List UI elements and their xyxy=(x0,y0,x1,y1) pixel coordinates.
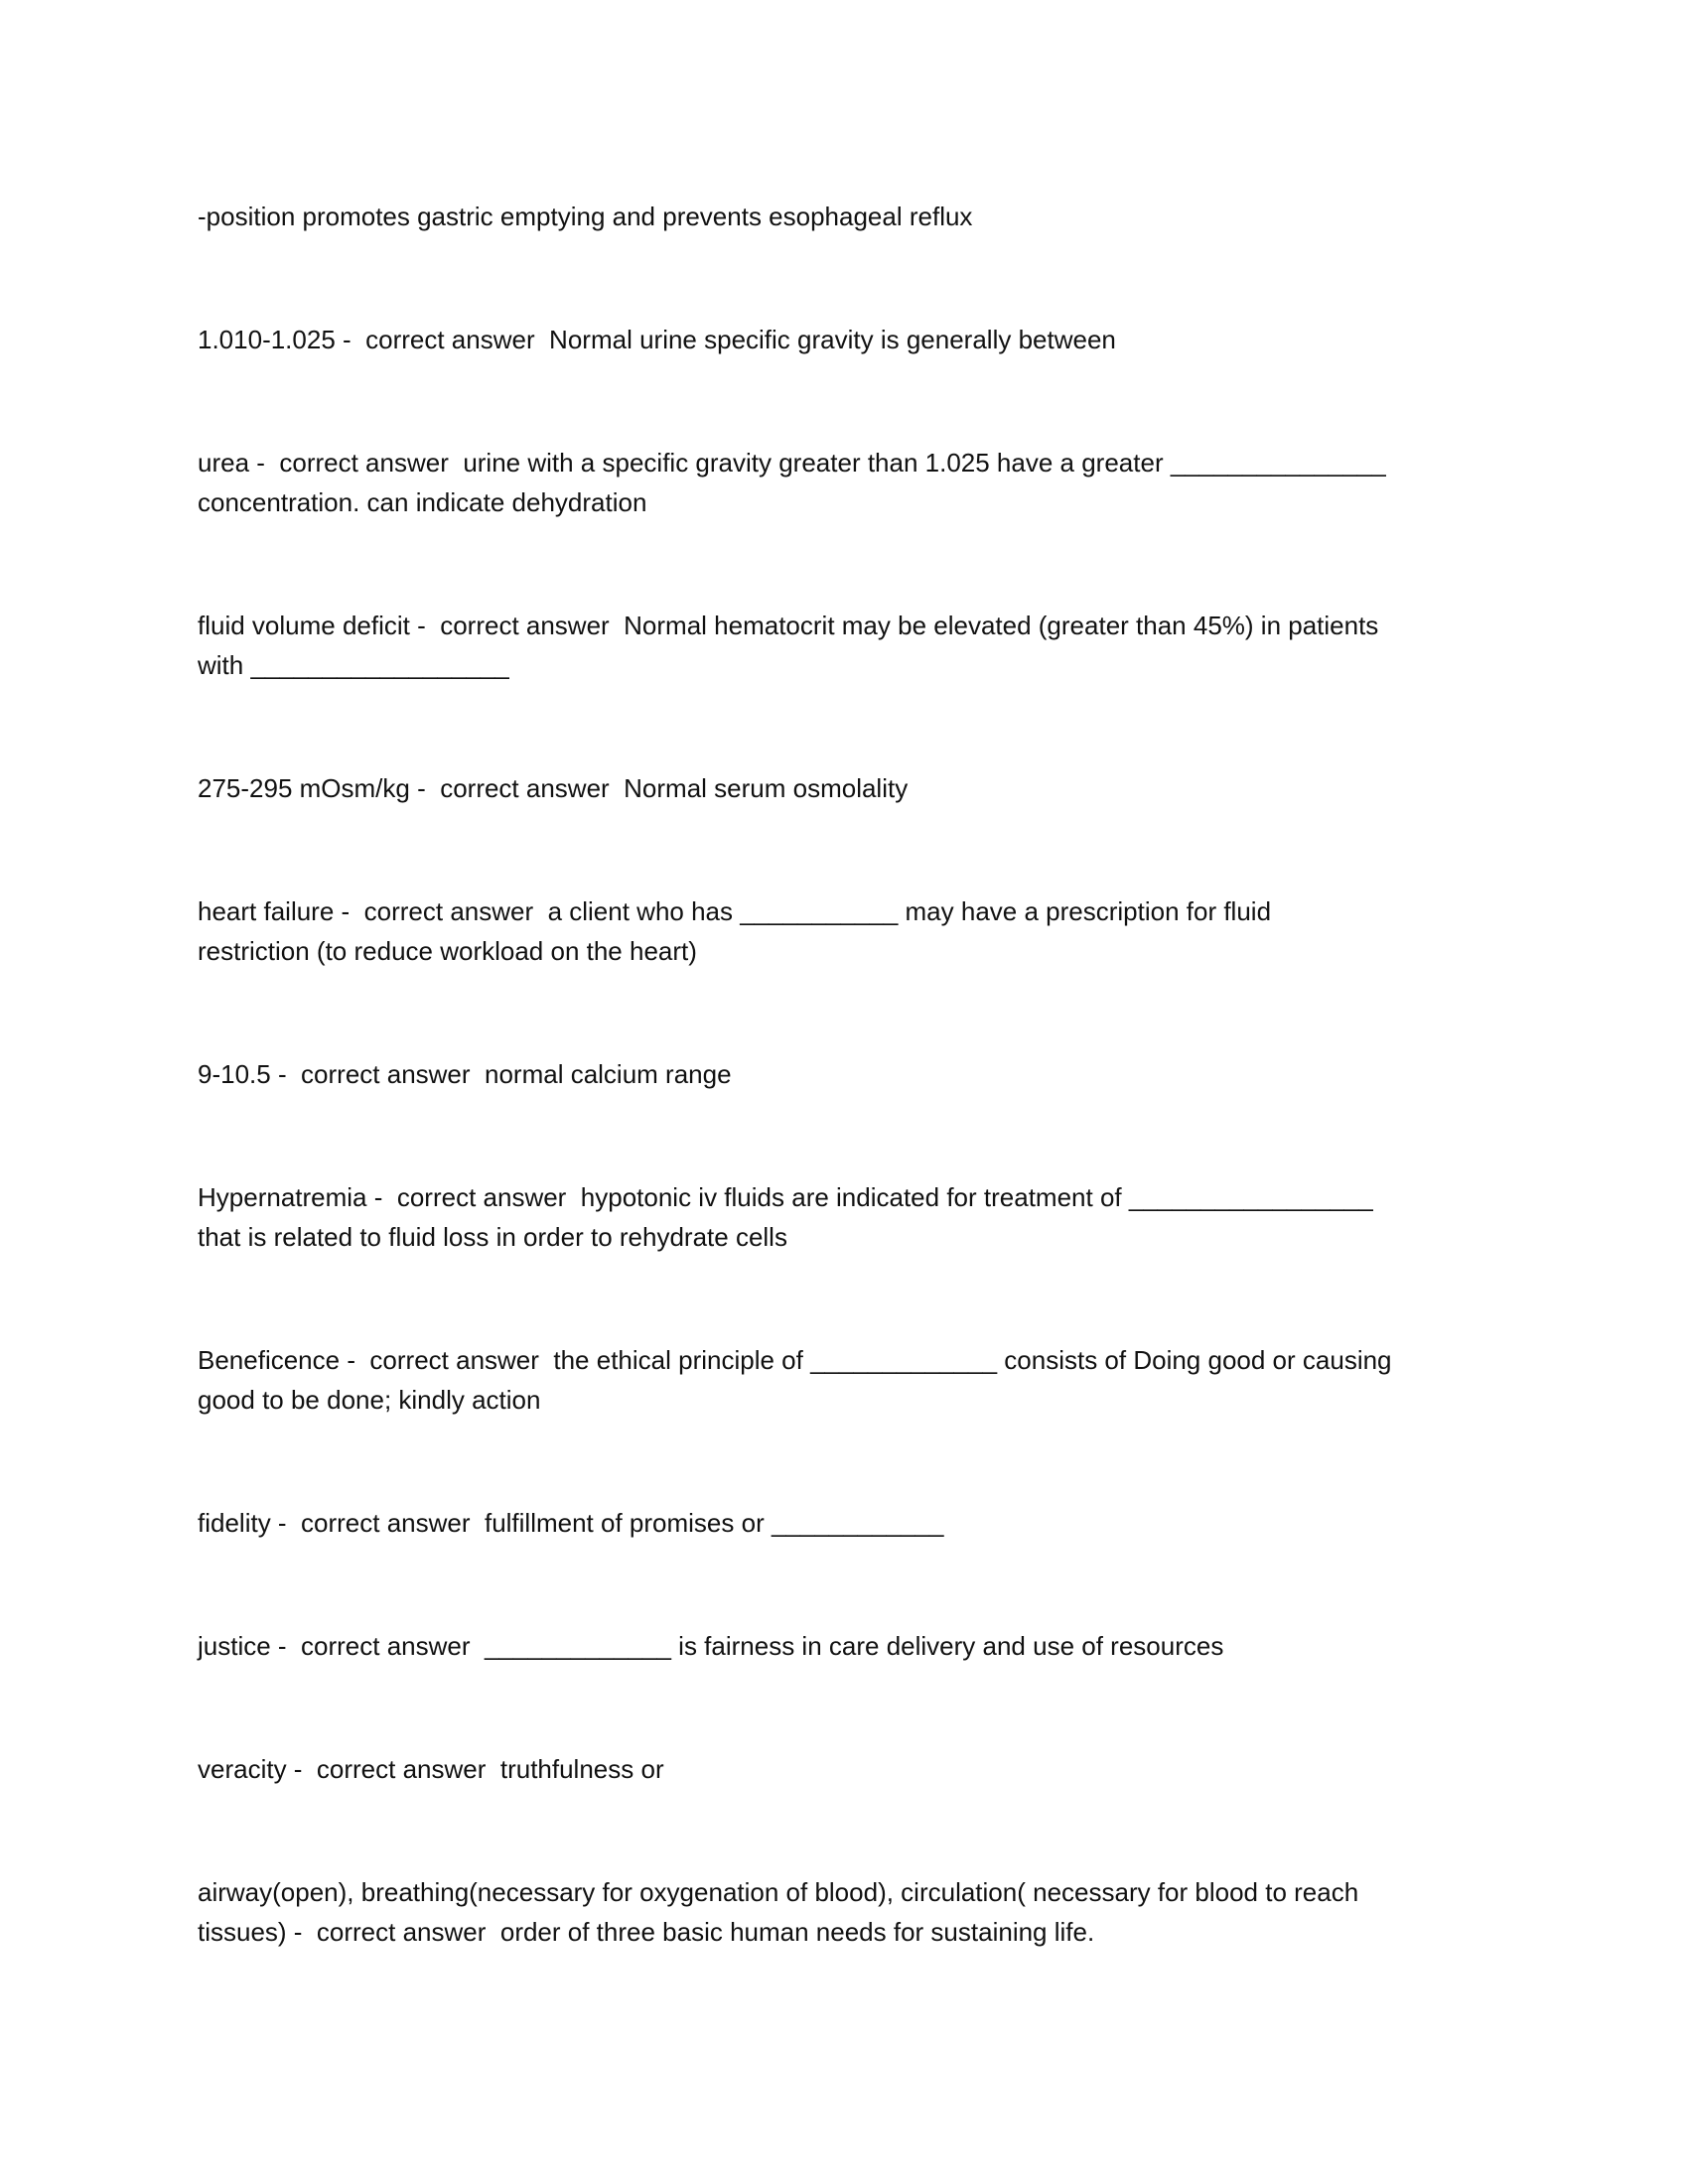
flashcard-entry xyxy=(198,320,1488,359)
entry-line: -position promotes gastric emptying and prevents esophageal reflux xyxy=(198,202,973,231)
flashcard-entry xyxy=(198,443,1488,522)
entry-line: veracity - correct answer truthfulness or xyxy=(198,1754,664,1784)
entry-line: with __________________ xyxy=(198,650,509,680)
entry-line: good to be done; kindly action xyxy=(198,1385,541,1415)
flashcard-entry xyxy=(198,197,1488,236)
flashcard-entry xyxy=(198,1626,1488,1666)
flashcard-entry xyxy=(198,1872,1488,1952)
flashcard-entry xyxy=(198,1340,1488,1420)
entry-line: heart failure - correct answer a client who has ___________ may have a prescription for fluid xyxy=(198,896,1272,926)
flashcard-entry xyxy=(198,1177,1488,1257)
entry-line: urea - correct answer urine with a specific gravity greater than 1.025 have a greater _______________ xyxy=(198,448,1386,478)
entry-line: 1.010-1.025 - correct answer Normal urine specific gravity is generally between xyxy=(198,325,1116,354)
flashcard-entry xyxy=(198,768,1488,808)
entry-line: 275-295 mOsm/kg - correct answer Normal serum osmolality xyxy=(198,773,909,803)
flashcard-entry xyxy=(198,1503,1488,1543)
entry-line: Beneficence - correct answer the ethical principle of _____________ consists of Doing good or causing xyxy=(198,1345,1392,1375)
flashcard-entry xyxy=(198,891,1488,971)
entry-line: 9-10.5 - correct answer normal calcium range xyxy=(198,1059,732,1089)
entry-line: restriction (to reduce workload on the heart) xyxy=(198,936,697,966)
entry-line: concentration. can indicate dehydration xyxy=(198,487,647,517)
entry-line: that is related to fluid loss in order to rehydrate cells xyxy=(198,1222,787,1252)
entry-line: fluid volume deficit - correct answer Normal hematocrit may be elevated (greater than 45%) in patients xyxy=(198,611,1379,640)
entry-line: airway(open), breathing(necessary for oxygenation of blood), circulation( necessary for blood to reach xyxy=(198,1877,1359,1907)
flashcard-entry xyxy=(198,1749,1488,1789)
entry-line: fidelity - correct answer fulfillment of promises or ____________ xyxy=(198,1508,944,1538)
entry-line: tissues) - correct answer order of three basic human needs for sustaining life. xyxy=(198,1917,1095,1947)
flashcard-entry xyxy=(198,606,1488,685)
flashcard-entry xyxy=(198,1054,1488,1094)
entry-line: justice - correct answer _____________ is fairness in care delivery and use of resources xyxy=(198,1631,1224,1661)
entry-line: Hypernatremia - correct answer hypotonic iv fluids are indicated for treatment of _________________ xyxy=(198,1182,1373,1212)
